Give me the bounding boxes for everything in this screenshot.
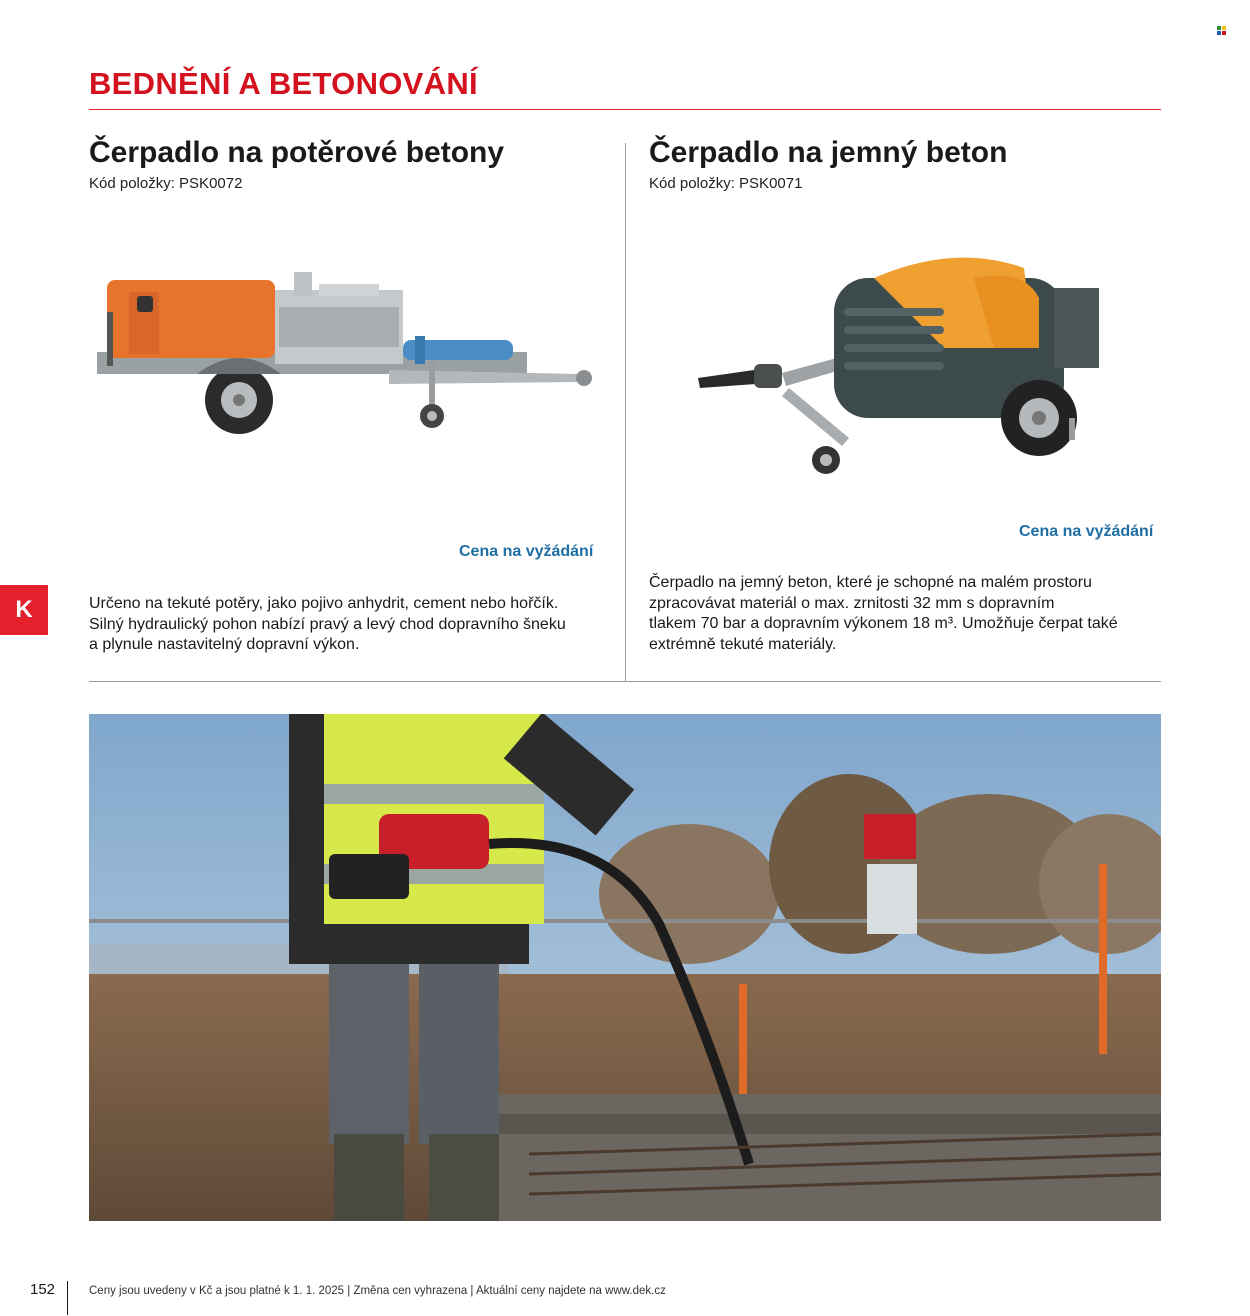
worker-vibrating-concrete-photo [89,714,1161,1221]
product-code-fine-concrete-pump: Kód položky: PSK0071 [649,175,803,192]
section-title: BEDNĚNÍ A BETONOVÁNÍ [89,66,478,101]
product-title-screed-pump: Čerpadlo na potěrové betony [89,136,505,169]
chapter-tab: K [0,585,48,635]
fine-concrete-pump-icon [694,238,1114,483]
footer-divider [67,1281,68,1315]
description-screed-pump [89,594,566,656]
description-line: Silný hydraulický pohon nabízí pravý a levý chod dopravního šneku [89,615,566,633]
brand-logo-icon [1217,26,1227,36]
screed-pump-trailer-icon [89,262,604,437]
product-title-fine-concrete-pump: Čerpadlo na jemný beton [649,136,1008,169]
column-divider [625,143,626,682]
description-line: Určeno na tekuté potěry, jako pojivo anhydrit, cement nebo hořčík. [89,595,559,612]
description-line: Čerpadlo na jemný beton, které je schopné na malém prostoru [649,574,1092,591]
description-line: zpracovávat materiál o max. zrnitosti 32 mm s dopravním [649,594,1055,612]
price-screed-pump: Cena na vyžádání [459,543,594,560]
title-divider [89,109,1161,110]
footer-note: Ceny jsou uvedeny v Kč a jsou platné k 1. 1. 2025 | Změna cen vyhrazena | Aktuální ceny najdete na www.dek.cz [89,1285,666,1297]
description-fine-concrete-pump [649,573,1118,655]
product-code-screed-pump: Kód položky: PSK0072 [89,175,243,192]
description-line: a plynule nastavitelný dopravní výkon. [89,636,360,653]
description-line: tlakem 70 bar a dopravním výkonem 18 m³. Umožňuje čerpat také [649,615,1118,632]
description-line: extrémně tekuté materiály. [649,635,837,653]
page-number: 152 [30,1281,56,1298]
section-divider [89,681,1161,682]
price-fine-concrete-pump: Cena na vyžádání [1019,523,1154,540]
